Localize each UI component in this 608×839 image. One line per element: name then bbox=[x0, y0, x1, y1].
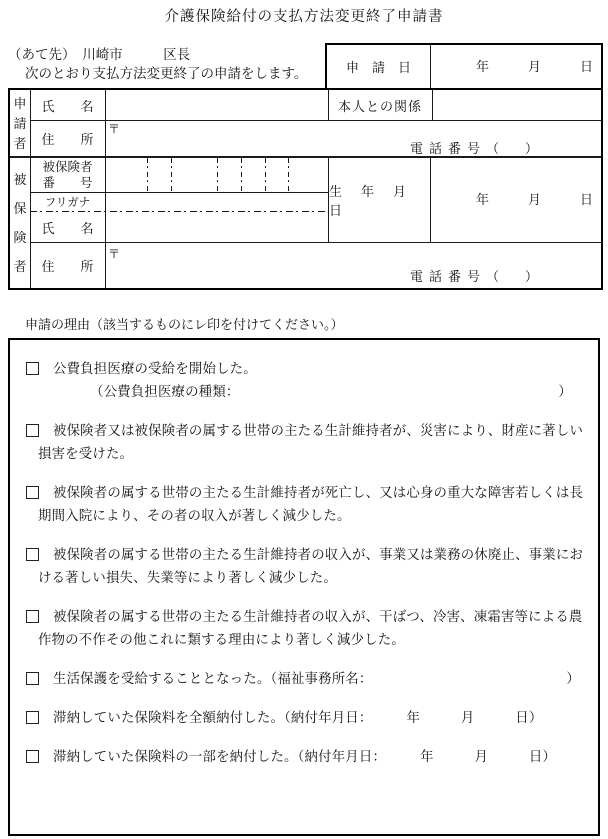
reason-text: 期間入院により、その者の収入が著しく減少した。 bbox=[38, 508, 351, 523]
reasons-heading: 申請の理由（該当するものにレ印を付けてください。） bbox=[25, 317, 344, 332]
reason-item-business-loss bbox=[10, 543, 586, 589]
insured-phone-label: 電話番号 bbox=[410, 269, 487, 284]
applicant-phone-label: 電話番号 bbox=[410, 141, 487, 156]
checkbox-icon[interactable] bbox=[26, 548, 39, 561]
birthdate-label: 生 年 月 日 bbox=[329, 183, 426, 218]
insured-name-input[interactable] bbox=[106, 213, 327, 241]
relation-label: 本人との関係 bbox=[337, 98, 422, 114]
application-date-label: 申 請 日 bbox=[345, 60, 411, 75]
reason-text: 被保険者の属する世帯の主たる生計維持者の収入が、事業又は業務の休廃止、事業にお bbox=[53, 547, 584, 562]
insured-number-label: 被保険者 番 号 bbox=[42, 160, 93, 190]
application-date-input[interactable]: 年 月 日 bbox=[475, 59, 593, 74]
insured-group-label: 被保険者 bbox=[13, 172, 27, 274]
reason-item-disaster bbox=[10, 419, 586, 465]
applicant-phone-input[interactable]: （ ） bbox=[486, 141, 539, 156]
checkbox-icon[interactable] bbox=[26, 610, 39, 623]
checkbox-icon[interactable] bbox=[26, 486, 39, 499]
checkbox-icon[interactable] bbox=[26, 362, 39, 375]
reason-line bbox=[38, 667, 586, 690]
insured-address-label: 住 所 bbox=[41, 258, 94, 274]
insured-name-label: 氏 名 bbox=[41, 220, 94, 236]
reasons-box bbox=[8, 338, 600, 836]
postal-mark: 〒 bbox=[108, 122, 121, 136]
reason-item-full-payment bbox=[10, 706, 586, 729]
applicant-name-label: 氏 名 bbox=[41, 98, 94, 114]
declaration-line: 次のとおり支払方法変更終了の申請をします。 bbox=[25, 66, 308, 81]
reason-text: 生活保護を受給することとなった。（福祉事務所名： bbox=[53, 671, 373, 686]
form-title: 介護保険給付の支払方法変更終了申請書 bbox=[164, 9, 444, 25]
applicant-group-label: 申請者 bbox=[13, 96, 27, 151]
application-date-box bbox=[325, 43, 603, 90]
relation-input[interactable] bbox=[433, 91, 599, 119]
identity-table bbox=[8, 88, 603, 290]
addressee-line: （あて先） 川崎市 区長 bbox=[8, 47, 191, 62]
reason-item-death-hospitalization bbox=[10, 481, 586, 527]
reason-item-public-assistance bbox=[10, 667, 586, 690]
reason-text: 作物の不作その他これに類する理由により著しく減少した。 bbox=[38, 632, 405, 647]
applicant-address-label: 住 所 bbox=[41, 131, 94, 147]
reason-detail-field[interactable] bbox=[38, 380, 586, 403]
reason-text: 滞納していた保険料を全額納付した。（納付年月日： 年 月 日） bbox=[53, 710, 543, 725]
reason-detail-suffix: ） bbox=[558, 384, 572, 399]
reason-text: 被保険者の属する世帯の主たる生計維持者の収入が、干ばつ、冷害、凍霜害等による農 bbox=[53, 609, 583, 624]
checkbox-icon[interactable] bbox=[26, 672, 39, 685]
insured-number-input[interactable] bbox=[106, 158, 327, 191]
reason-detail-prefix: （公費負担医療の種類： bbox=[90, 384, 240, 399]
applicant-name-input[interactable] bbox=[106, 91, 327, 119]
birthdate-input[interactable]: 年 月 日 bbox=[475, 192, 593, 207]
applicant-phone-row bbox=[410, 138, 538, 157]
reason-item-public-expense bbox=[10, 357, 586, 403]
checkbox-icon[interactable] bbox=[26, 711, 39, 724]
furigana-label: フリガナ bbox=[44, 197, 91, 209]
reason-text: ける著しい損失、失業等により著しく減少した。 bbox=[38, 570, 337, 585]
reason-text: 公費負担医療の受給を開始した。 bbox=[53, 361, 257, 376]
reason-item-partial-payment bbox=[10, 745, 586, 768]
insured-phone-input[interactable]: （ ） bbox=[486, 269, 539, 284]
reason-text: 被保険者又は被保険者の属する世帯の主たる生計維持者が、災害により、財産に著しい bbox=[53, 423, 584, 438]
grid-line bbox=[30, 242, 601, 243]
reason-item-crop-failure bbox=[10, 605, 586, 651]
reason-text: 損害を受けた。 bbox=[38, 446, 134, 461]
reason-text: 被保険者の属する世帯の主たる生計維持者が死亡し、又は心身の重大な障害若しくは長 bbox=[53, 485, 584, 500]
reason-text: 滞納していた保険料の一部を納付した。（納付年月日： 年 月 日） bbox=[53, 749, 557, 764]
postal-mark: 〒 bbox=[108, 247, 121, 261]
checkbox-icon[interactable] bbox=[26, 750, 39, 763]
reason-detail-suffix: ） bbox=[566, 671, 580, 686]
furigana-input[interactable] bbox=[106, 193, 327, 210]
checkbox-icon[interactable] bbox=[26, 424, 39, 437]
insured-phone-row bbox=[410, 266, 538, 285]
reasons-list bbox=[10, 340, 598, 784]
